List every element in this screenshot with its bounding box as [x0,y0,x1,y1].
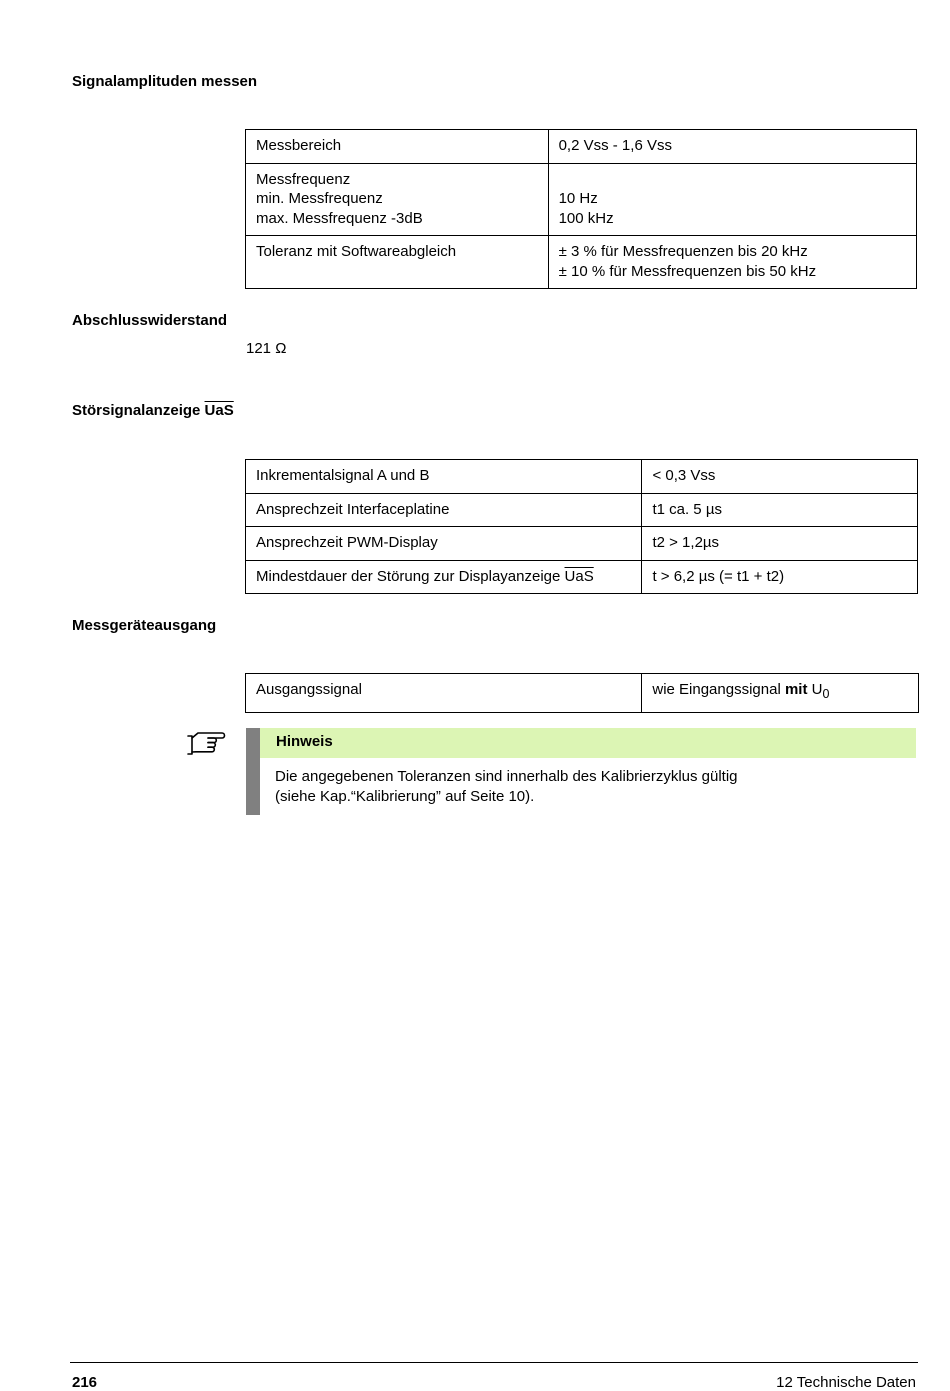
heading-text: Störsignalanzeige [72,402,205,419]
spec-label: Messfrequenz min. Messfrequenz max. Messfrequenz -3dB [246,163,549,236]
uas-symbol: $\overline{UaS}$ [204,402,234,419]
section-heading-signal: Signalamplituden messen [72,73,258,90]
note-line: Die angegebenen Toleranzen sind innerhalb des Kalibrierzyklus gültig [275,768,738,785]
spec-label: Ansprechzeit Interfaceplatine [246,493,642,527]
section-heading-output: Messgeräteausgang [72,617,217,634]
footer-divider [70,1362,918,1363]
chapter-title: 12 Technische Daten [776,1374,916,1391]
value-subscript: 0 [822,687,830,701]
label-text: Mindestdauer der Störung zur Displayanzeige [256,567,565,585]
spec-value: t > 6,2 µs (= t1 + t2) [642,560,918,594]
table-row [246,527,918,561]
page-number: 216 [72,1374,98,1391]
spec-label: Toleranz mit Softwareabgleich [246,236,549,289]
spec-value: 0,2 Vss - 1,6 Vss [548,130,916,164]
table-row [246,560,918,594]
signal-spec-table [245,129,917,289]
note-title: Hinweis [260,728,916,758]
table-row [246,460,918,494]
table-row [246,674,919,713]
spec-label: Messbereich [246,130,549,164]
note-line: (siehe Kap.“Kalibrierung” auf Seite 10). [275,788,535,805]
spec-value: t2 > 1,2µs [642,527,918,561]
pointing-hand-icon [186,728,226,758]
termination-value: 121 Ω [246,340,287,357]
output-spec-table [245,673,919,713]
spec-label [246,560,642,594]
spec-label: Inkrementalsignal A und B [246,460,642,494]
table-row [246,236,917,289]
value-text: wie Eingangssignal [652,681,785,698]
section-heading-termination: Abschlusswiderstand [72,312,228,329]
spec-value: t1 ca. 5 µs [642,493,918,527]
note-bar [246,728,260,815]
note-text [275,767,738,807]
table-row [246,163,917,236]
spec-value: < 0,3 Vss [642,460,918,494]
table-row [246,130,917,164]
spec-value: 10 Hz 100 kHz [548,163,916,236]
interference-spec-table [245,459,918,594]
table-row [246,493,918,527]
uas-symbol: $\overline{UaS}$ [564,567,594,585]
spec-label: Ausgangssignal [246,674,642,713]
spec-label: Ansprechzeit PWM-Display [246,527,642,561]
spec-value [642,674,919,713]
spec-value: ± 3 % für Messfrequenzen bis 20 kHz ± 10 % für Messfrequenzen bis 50 kHz [548,236,916,289]
value-symbol: U [807,681,823,698]
value-bold: mit [784,681,808,698]
section-heading-interference [72,402,234,419]
